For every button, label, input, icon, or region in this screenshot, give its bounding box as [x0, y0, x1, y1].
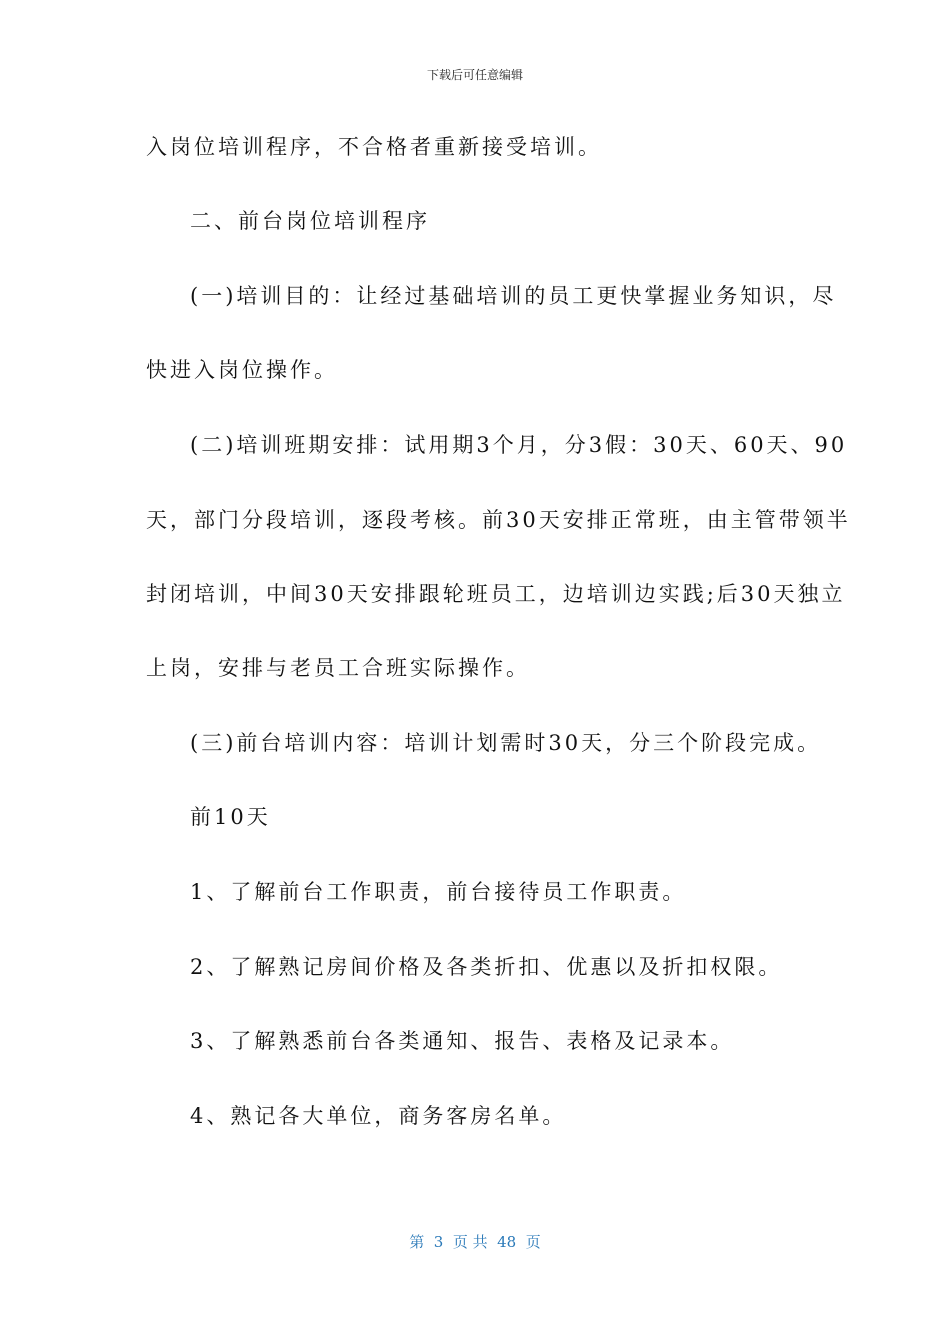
- paragraph-line: 上岗，安排与老员工合班实际操作。: [146, 656, 530, 680]
- paragraph-line: 快进入岗位操作。: [146, 358, 338, 382]
- page-number-footer: 第 3 页 共 48 页: [409, 1233, 541, 1251]
- paragraph-line: 天，部门分段培训，逐段考核。前30天安排正常班，由主管带领半: [146, 508, 851, 532]
- header-note: 下载后可任意编辑: [426, 68, 523, 82]
- list-item: 3、了解熟悉前台各类通知、报告、表格及记录本。: [190, 1029, 735, 1053]
- list-item: 4、熟记各大单位，商务客房名单。: [190, 1104, 567, 1128]
- subheading: 前10天: [190, 805, 271, 829]
- list-item: 1、了解前台工作职责，前台接待员工作职责。: [190, 880, 687, 904]
- paragraph-line: (二)培训班期安排：试用期3个月，分3假：30天、60天、90: [190, 433, 848, 457]
- paragraph-line: (一)培训目的：让经过基础培训的员工更快掌握业务知识，尽: [190, 284, 837, 308]
- section-heading: 二、前台岗位培训程序: [190, 209, 430, 233]
- paragraph-line: (三)前台培训内容：培训计划需时30天，分三个阶段完成。: [190, 731, 822, 755]
- list-item: 2、了解熟记房间价格及各类折扣、优惠以及折扣权限。: [190, 955, 783, 979]
- paragraph-line: 封闭培训，中间30天安排跟轮班员工，边培训边实践;后30天独立: [146, 582, 846, 606]
- paragraph-line: 入岗位培训程序，不合格者重新接受培训。: [146, 135, 602, 159]
